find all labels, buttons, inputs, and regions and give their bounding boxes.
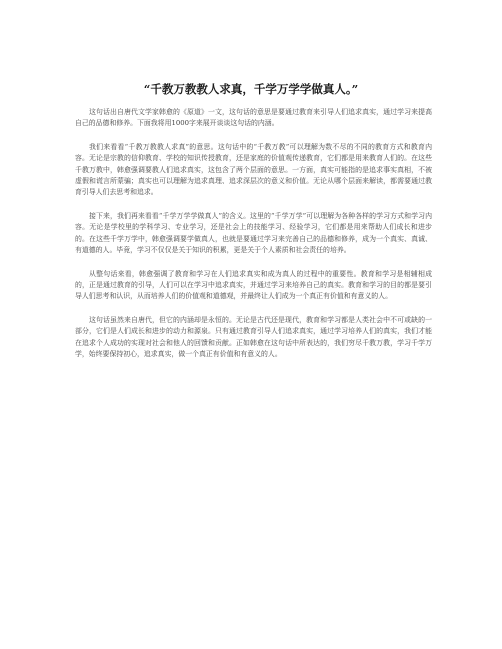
paragraph-conclusion: 这句话虽然来自唐代，但它的内涵却是永恒的。无论是古代还是现代，教育和学习都是人类社会中不可或缺的一部分，它们是人们成长和进步的动力和源泉。只有通过教育引导人们追求真实，通过学习培养人们的真实，我们才能在追求个人成功的实现对社会和他人的回馈和贡献。正如韩愈在这句话中所表达的，我们穷尽千教万教，学习千学万学，始终要保持初心，追求真实，做一个真正有价值和有意义的人。 [75,316,432,359]
paragraph-overall: 从整句话来看，韩愈强调了教育和学习在人们追求真实和成为真人的过程中的重要性。教育和学习是相辅相成的，正是通过教育的引导，人们可以在学习中追求真实，并通过学习来培养自己的真实。教育和学习的目的都是要引导人们思考和认识，从而培养人们的价值观和道德观，并最终让人们成为一个真正有价值和有意义的人。 [75,269,432,301]
document-title: “千教万教教人求真，千学万学学做真人。” [143,82,359,96]
paragraph-intro: 这句话出自唐代文学家韩愈的《原道》一文，这句话的意思是要通过教育来引导人们追求真实，通过学习来提高自己的品德和修养。下面我将用1000字来展开谈谈这句话的内涵。 [75,108,432,128]
paragraph-teaching: 我们来看看“千教万教教人求真”的意思。这句话中的“千教万教”可以理解为数不尽的不同的教育方式和教育内容。无论是宗教的信仰教育、学校的知识传授教育，还是家庭的价值观传递教育，它们都是用来教育人们的。在这些千教万教中，韩愈强调要教人们追求真实，这包含了两个层面的意思。一方面，真实可能指的是追求事实真相，不被虚假和谎言所蒙骗；真实也可以理解为追求真理、追求深层次的意义和价值。无论从哪个层面来解读，都需要通过教育引导人们去思考和追求。 [75,143,432,197]
document-body [75,107,432,373]
paragraph-learning: 接下来，我们再来看看“千学万学学做真人”的含义。这里的“千学万学”可以理解为各种各样的学习方式和学习内容。无论是学校里的学科学习、专业学习，还是社会上的技能学习、经验学习，它们都是用来帮助人们成长和进步的。在这些千学万学中，韩愈强调要学做真人，也就是要通过学习来完善自己的品德和修养，成为一个真实、真诚、有道德的人。毕竟，学习不仅仅是关于知识的积累，更是关于个人素质和社会责任的培养。 [75,212,432,254]
